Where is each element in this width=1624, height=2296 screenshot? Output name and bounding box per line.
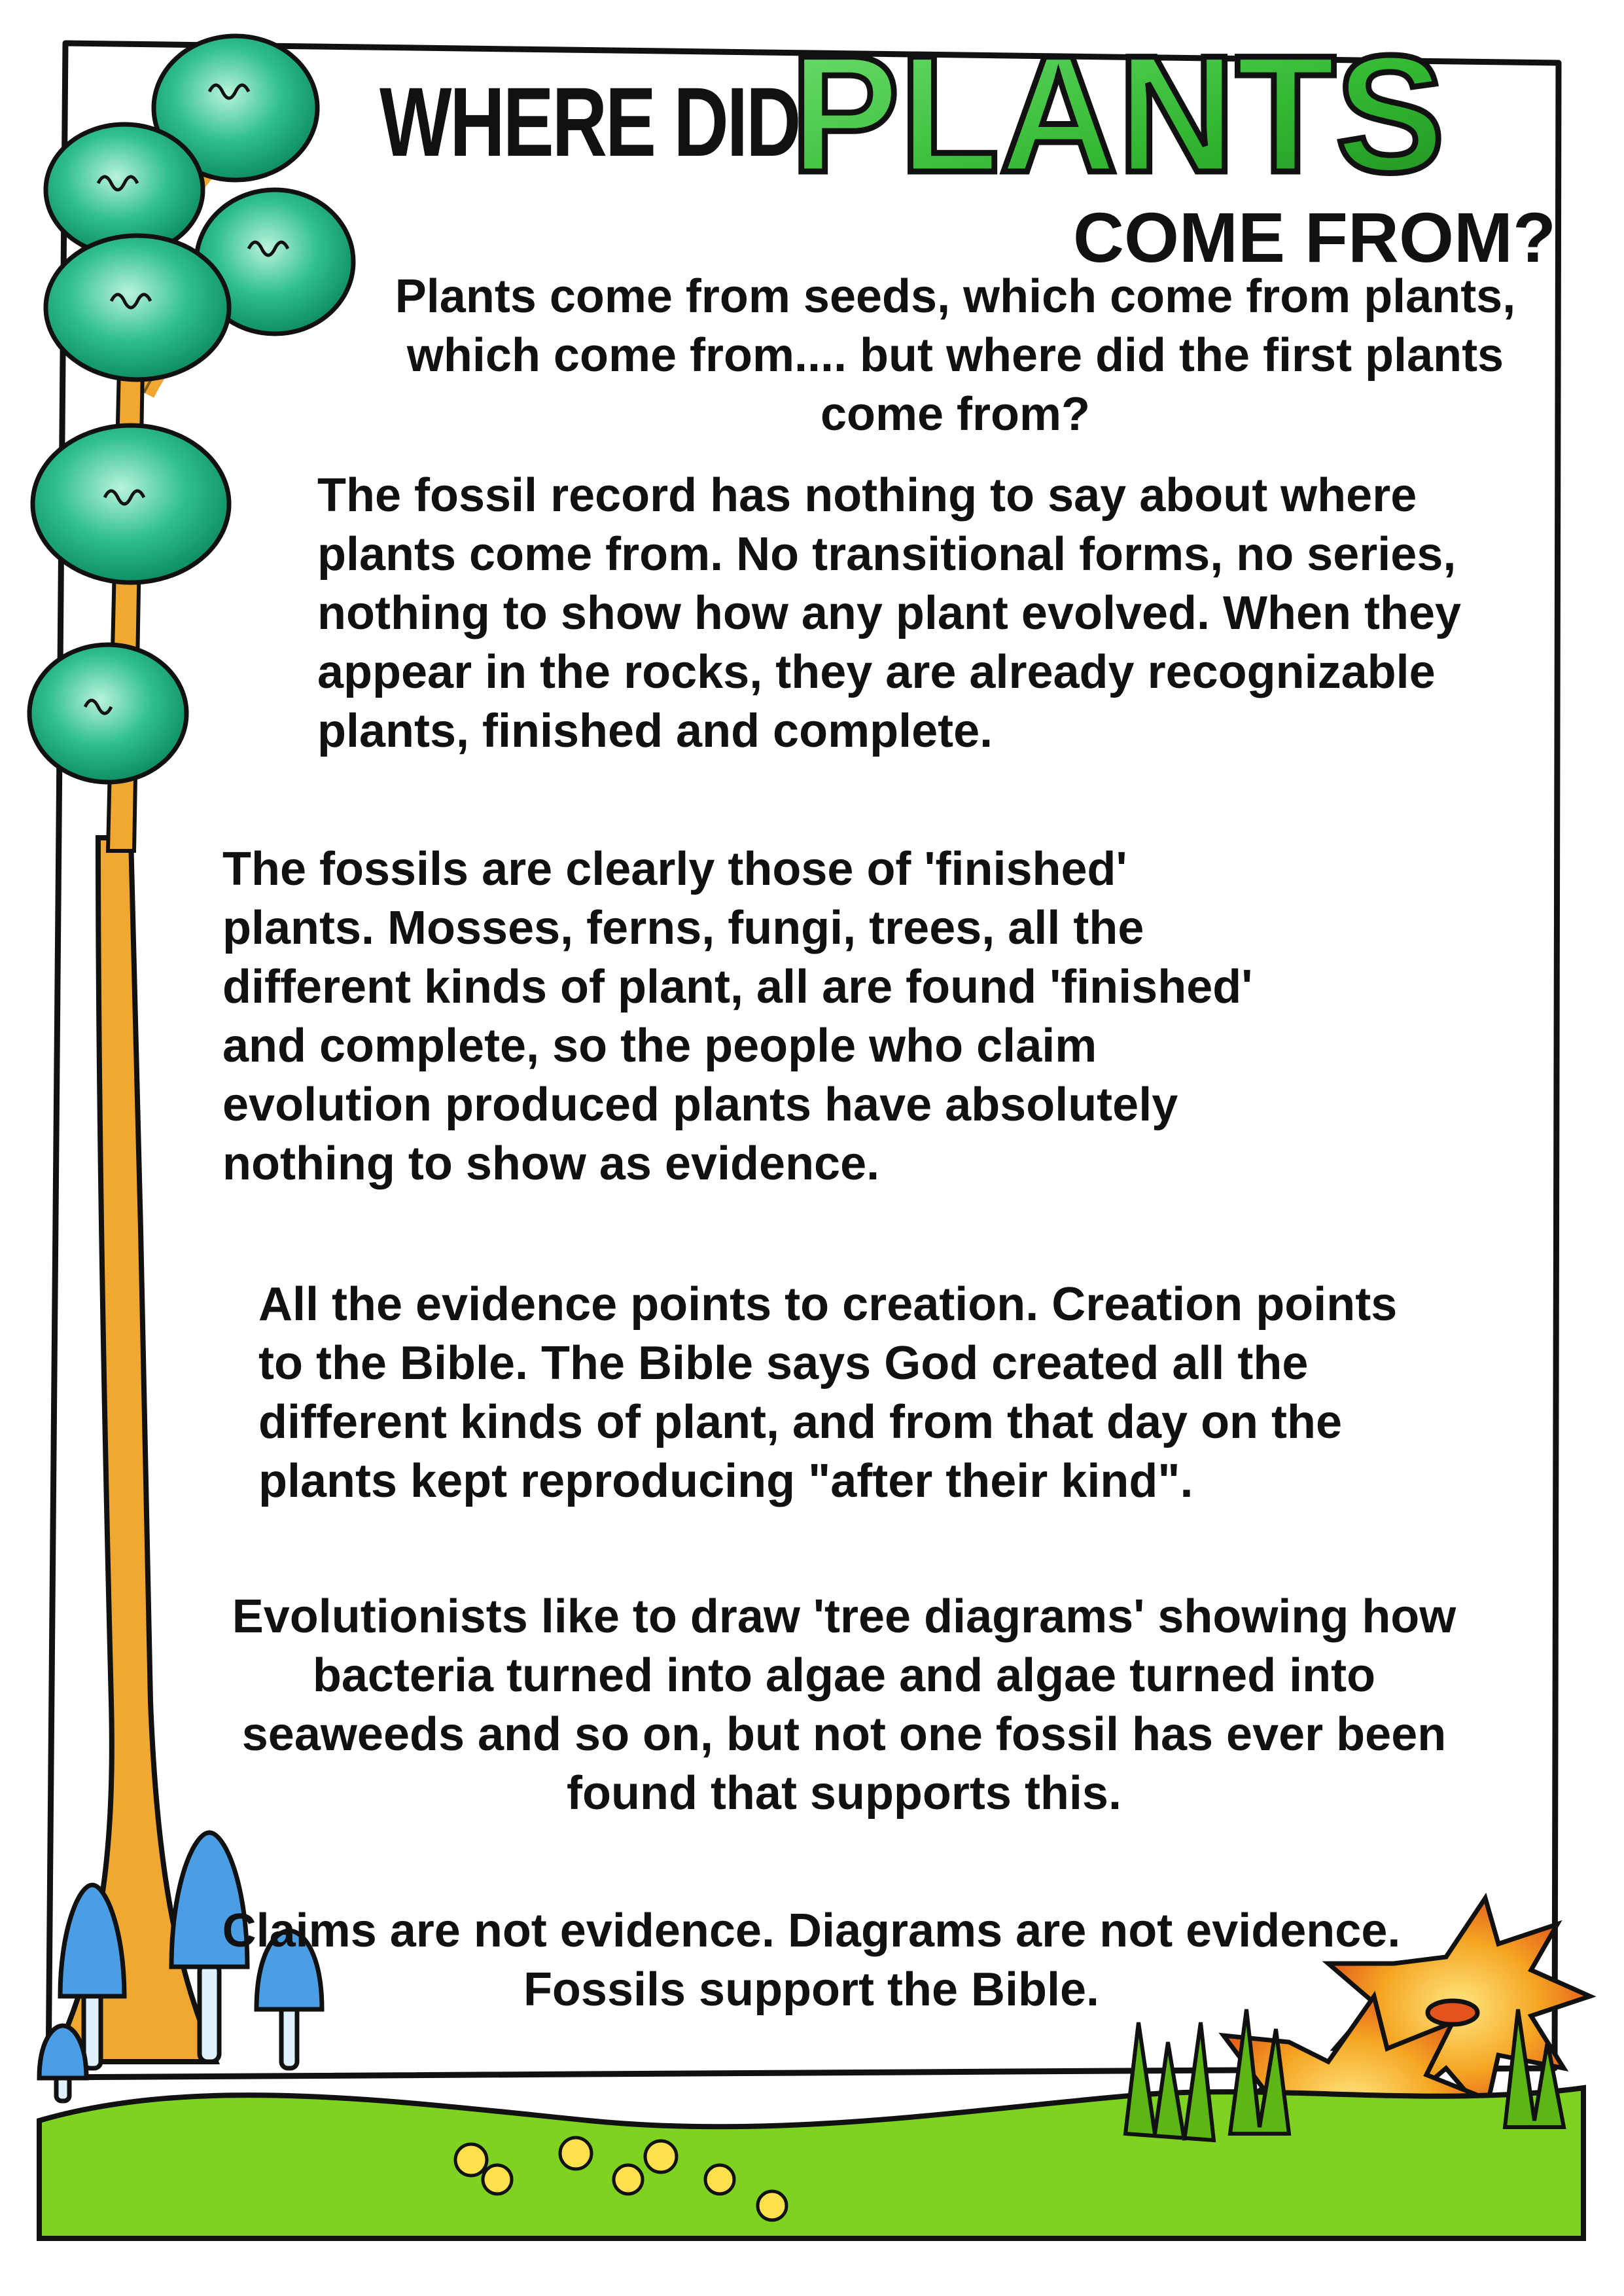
paragraph-fossil-record: The fossil record has nothing to say about where plants come from. No transitional forms, no series, nothing to show how any plant evolved. When they appear in the rocks, they are already recognizable plants, finished and complete. bbox=[317, 469, 1462, 757]
paragraph-conclusion: Claims are not evidence. Diagrams are not evidence. Fossils support the Bible. bbox=[222, 1905, 1401, 2016]
plants-title-icon bbox=[790, 21, 1445, 207]
paragraph-intro: Plants come from seeds, which come from plants, which come from.... but where did the first plants come from? bbox=[395, 270, 1516, 440]
paragraph-creation: All the evidence points to creation. Creation points to the Bible. The Bible says God created all the different kinds of plant, and from that day on the plants kept reproducing "after their kind". bbox=[258, 1278, 1398, 1507]
paragraph-finished-plants: The fossils are clearly those of 'finished' plants. Mosses, ferns, fungi, trees, all the different kinds of plant, all are found 'finished' and complete, so the people who claim evolution produced plants have absolutely nothing to show as evidence. bbox=[222, 843, 1253, 1190]
paragraph-tree-diagrams: Evolutionists like to draw 'tree diagrams' showing how bacteria turned into algae and algae turned into seaweeds and so on, but not one fossil has ever been found that supports this. bbox=[232, 1590, 1456, 1820]
title-come-from: COME FROM? bbox=[1073, 198, 1556, 277]
plants-word: PLANTS bbox=[790, 21, 1445, 207]
title-where-did: WHERE DID bbox=[380, 67, 800, 177]
